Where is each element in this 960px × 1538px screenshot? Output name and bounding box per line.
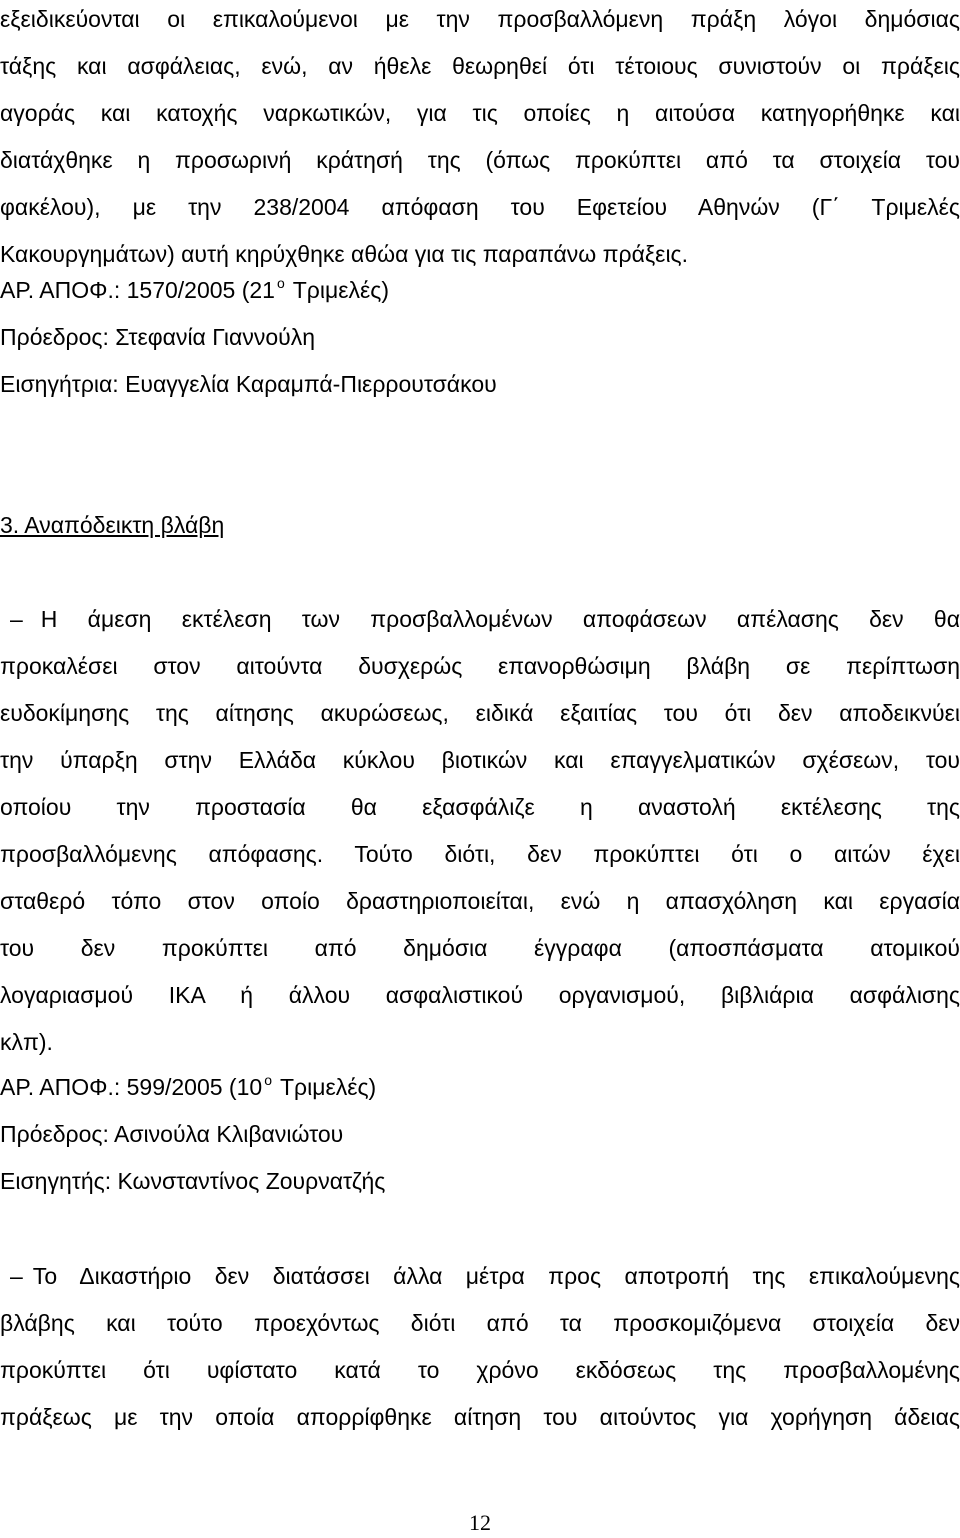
decision-president: Πρόεδρος: Στεφανία Γιαννούλη: [0, 324, 315, 350]
text-line: λογαριασμού ΙΚΑ ή άλλου ασφαλιστικού οργανισμού, βιβλιάρια ασφάλισης: [0, 982, 960, 1008]
section-title: 3. Αναπόδεικτη βλάβη: [0, 512, 225, 538]
text-line: βλάβης και τούτο προεχόντως διότι από τα προσκομιζόμενα στοιχεία δεν: [0, 1310, 960, 1336]
text-line: φακέλου), με την 238/2004 απόφαση του Εφετείου Αθηνών (Γ΄ Τριμελές: [0, 194, 960, 220]
dash-bullet: –: [10, 606, 23, 632]
text-line: – Η άμεση εκτέλεση των προσβαλλομένων αποφάσεων απέλασης δεν θα: [10, 606, 960, 632]
paragraph-2: [0, 1253, 960, 1441]
decision-rapporteur: Εισηγητής: Κωνσταντίνος Ζουρνατζής: [0, 1168, 386, 1194]
text-line: αγοράς και κατοχής ναρκωτικών, για τις οποίες η αιτούσα κατηγορήθηκε και: [0, 100, 960, 126]
text-line: Κακουργημάτων) αυτή κηρύχθηκε αθώα για τις παραπάνω πράξεις.: [0, 241, 689, 267]
decision-rapporteur: Εισηγήτρια: Ευαγγελία Καραμπά-Πιερρουτσάκου: [0, 371, 497, 397]
decision-president: Πρόεδρος: Ασινούλα Κλιβανιώτου: [0, 1121, 344, 1147]
text-line: κλπ).: [0, 1029, 53, 1055]
text-line: εξειδικεύονται οι επικαλούμενοι με την προσβαλλόμενη πράξη λόγοι δημόσιας: [0, 6, 960, 32]
dash-bullet: –: [10, 1263, 23, 1289]
ordinal-superscript: ο: [264, 1072, 272, 1088]
text-line: ευδοκίμησης της αίτησης ακυρώσεως, ειδικά εξαιτίας του ότι δεν αποδεικνύει: [0, 700, 960, 726]
text-line: προκαλέσει στον αιτούντα δυσχερώς επανορθώσιμη βλάβη σε περίπτωση: [0, 653, 960, 679]
decision-number: ΑΡ. ΑΠΟΦ.: 1570/2005 (21 $^o$ Τριμελές): [0, 275, 389, 303]
paragraph-1: [0, 596, 960, 1066]
section-heading: [0, 502, 960, 549]
text-line: – Το Δικαστήριο δεν διατάσσει άλλα μέτρα προς αποτροπή της επικαλούμενης: [10, 1263, 960, 1289]
text-line: προκύπτει ότι υφίστατο κατά το χρόνο εκδόσεως της προσβαλλομένης: [0, 1357, 960, 1383]
text-line: την ύπαρξη στην Ελλάδα κύκλου βιοτικών και επαγγελματικών σχέσεων, του: [0, 747, 960, 773]
text-line: πράξεως με την οποία απορρίφθηκε αίτηση του αιτούντος για χορήγηση άδειας: [0, 1404, 960, 1430]
decision-reference-2: [0, 1064, 960, 1205]
decision-reference-1: [0, 267, 960, 408]
text-line: διατάχθηκε η προσωρινή κράτησή της (όπως προκύπτει από τα στοιχεία του: [0, 147, 960, 173]
intro-paragraph: [0, 0, 960, 278]
ordinal-superscript: ο: [276, 275, 285, 291]
text-line: προσβαλλόμενης απόφασης. Τούτο διότι, δεν προκύπτει ότι ο αιτών έχει: [0, 841, 960, 867]
text-line: του δεν προκύπτει από δημόσια έγγραφα (αποσπάσματα ατομικού: [0, 935, 960, 961]
text-line: οποίου την προστασία θα εξασφάλιζε η αναστολή εκτέλεσης της: [0, 794, 960, 820]
decision-number: ΑΡ. ΑΠΟΦ.: 599/2005 (10 $^o$ Τριμελές): [0, 1072, 377, 1100]
text-line: σταθερό τόπο στον οποίο δραστηριοποιείται, ενώ η απασχόληση και εργασία: [0, 888, 960, 914]
text-line: τάξης και ασφάλειας, ενώ, αν ήθελε θεωρηθεί ότι τέτοιους συνιστούν οι πράξεις: [0, 53, 960, 79]
page-number: 12: [469, 1510, 491, 1535]
